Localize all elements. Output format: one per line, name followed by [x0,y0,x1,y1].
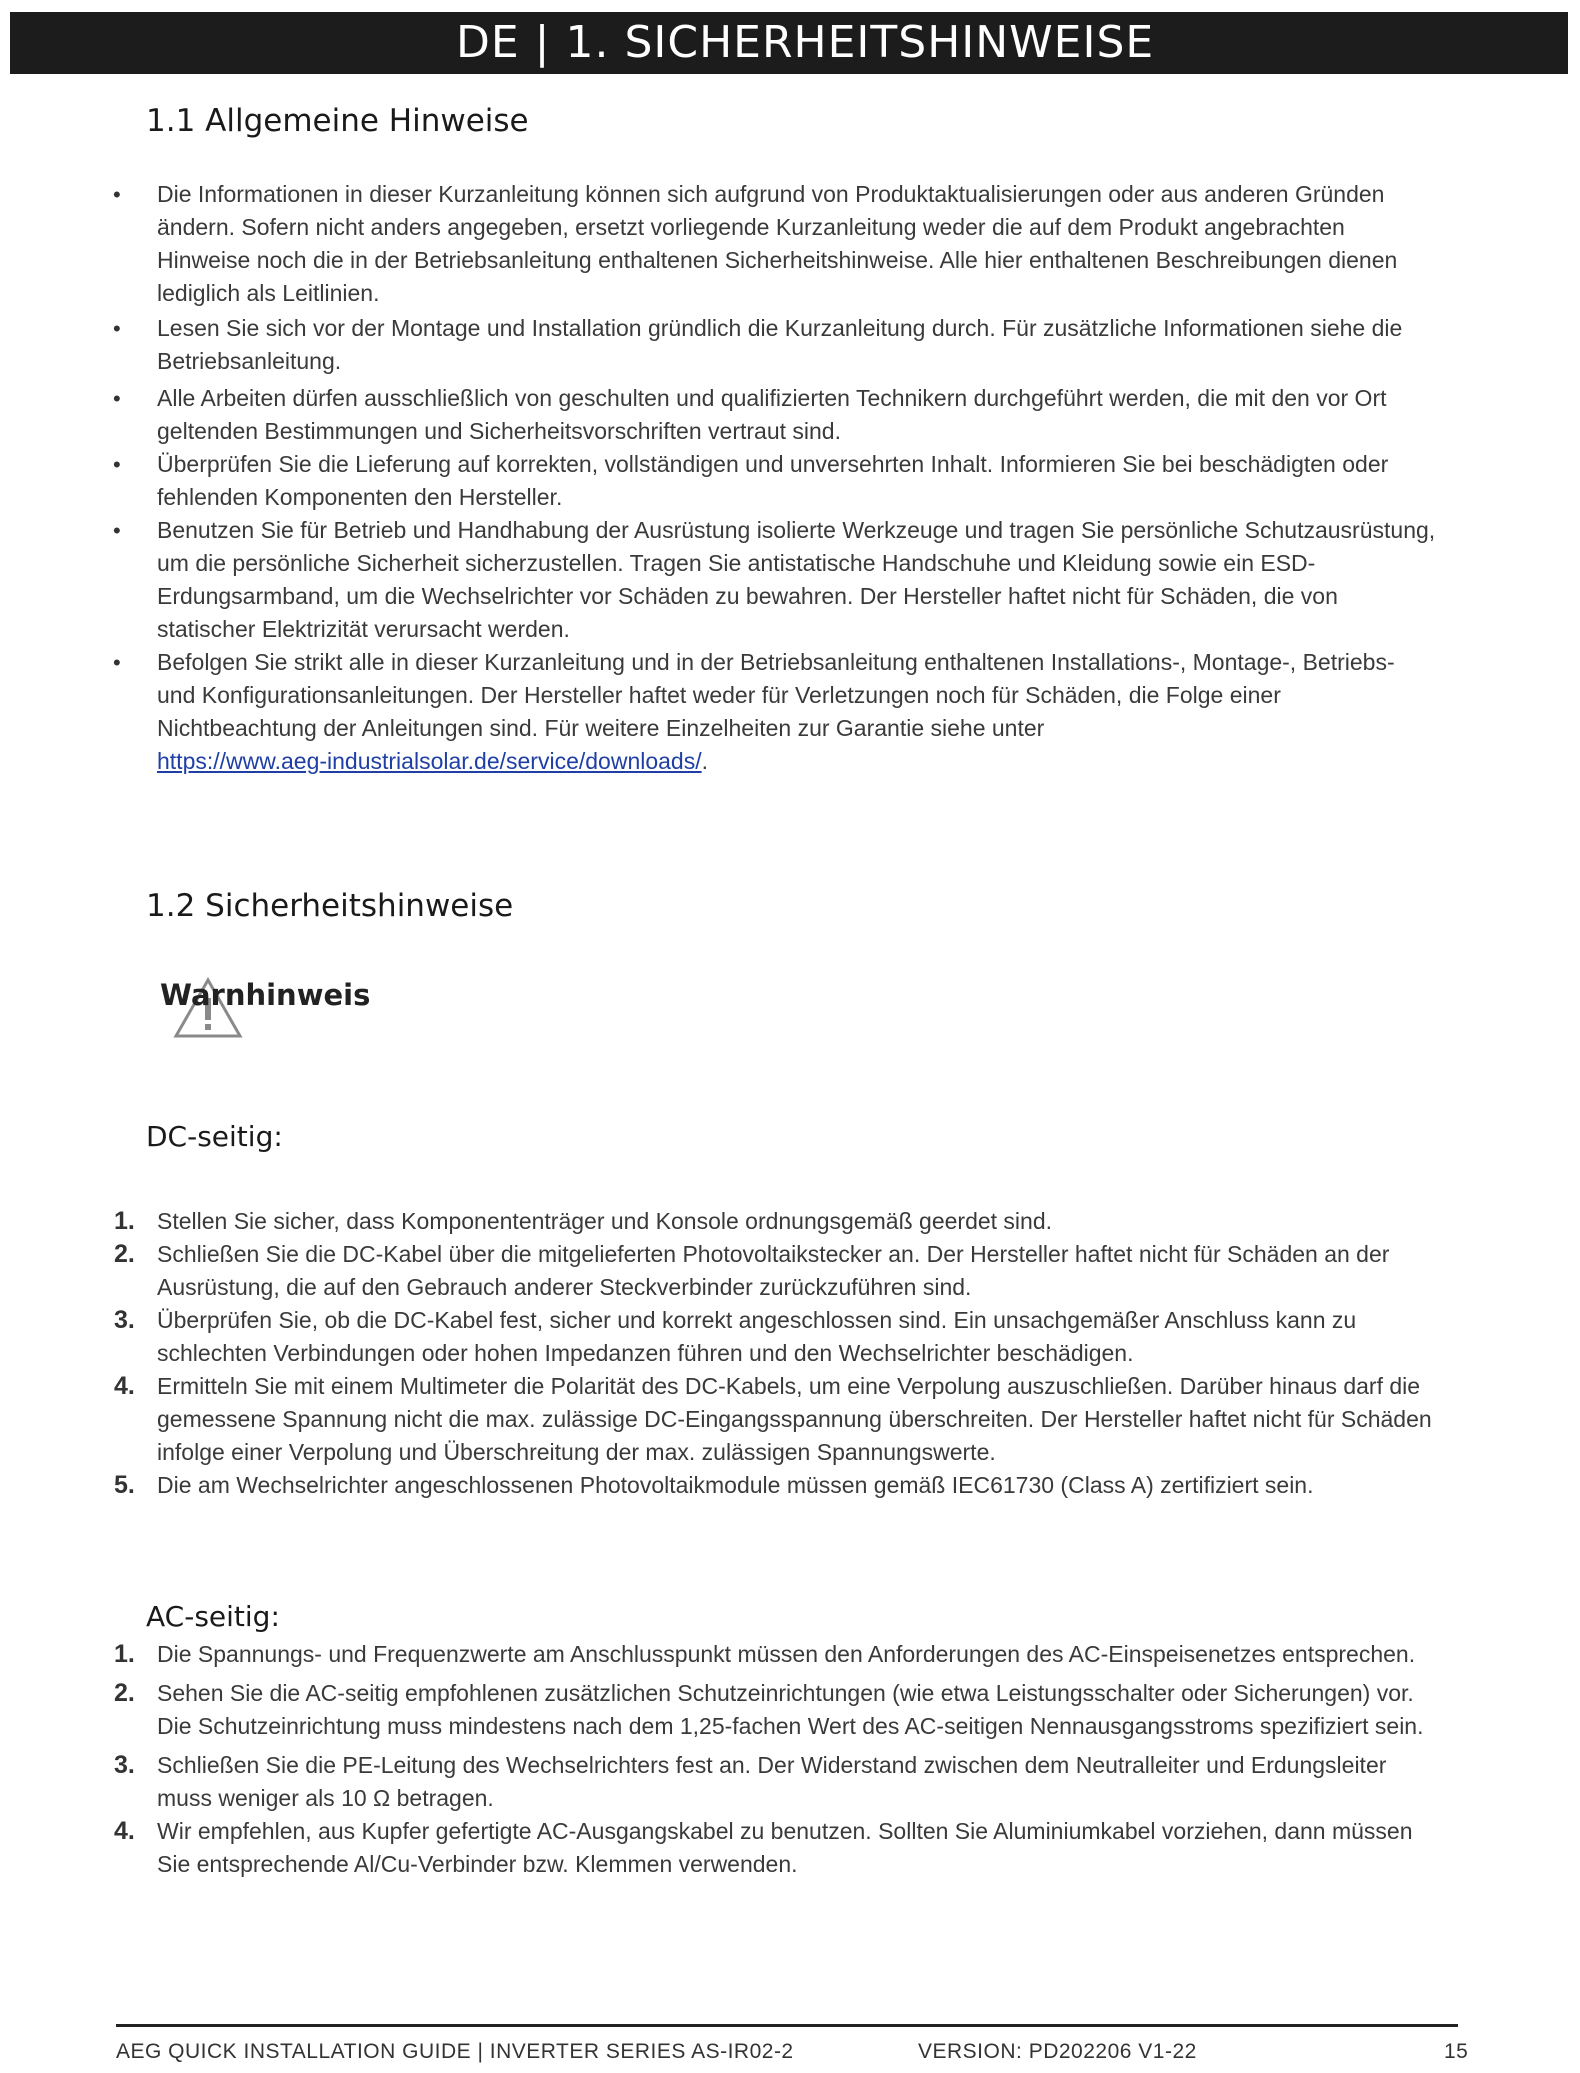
list-item: 2. Schließen Sie die DC-Kabel über die mitgelieferten Photovoltaikstecker an. Der Hersteller haftet nicht für Schäden an der Ausrüstung, die auf den Gebrauch anderer Steckverbinder zurückzuführen sind. [114,1240,1390,1300]
bullet-icon: • [113,316,121,341]
page-title: DE | 1. SICHERHEITSHINWEISE [456,17,1155,68]
general-notes-list [0,178,1437,778]
list-item: 4. Ermitteln Sie mit einem Multimeter die Polarität des DC-Kabels, um eine Verpolung auszuschließen. Darüber hinaus darf die gemessene Spannung nicht die max. zulässige DC-Eingangsspannung überschreiten. Der Hersteller haftet nicht für Schäden infolge einer Verpolung und Überschreitung der max. zulässigen Spannungswerte. [114,1372,1432,1465]
section-heading-ac: AC-seitig: [146,1600,280,1633]
list-item: • Lesen Sie sich vor der Montage und Installation gründlich die Kurzanleitung durch. Für zusätzliche Informationen siehe die Betriebsanleitung. [0,312,1437,378]
bullet-icon: • [113,518,121,543]
bullet-icon: • [113,452,121,477]
page-number: 15 [1444,2040,1469,2063]
list-item: • Benutzen Sie für Betrieb und Handhabung der Ausrüstung isolierte Werkzeuge und tragen Sie persönliche Schutzausrüstung, um die persönliche Sicherheit sicherzustellen. Tragen Sie antistatische Handschuhe und Kleidung sowie ein ESD-Erdungsarmband, um die Wechselrichter vor Schäden zu bewahren. Der Hersteller haftet nicht für Schäden, die von statischer Elektrizität verursacht werden. [0,514,1437,646]
list-item: 3. Schließen Sie die PE-Leitung des Wechselrichters fest an. Der Widerstand zwischen dem Neutralleiter und Erdungsleiter muss weniger als 10 Ω betragen. [114,1751,1387,1811]
list-item: 5. Die am Wechselrichter angeschlossenen Photovoltaikmodule müssen gemäß IEC61730 (Class A) zertifiziert sein. [114,1471,1314,1499]
list-item: 1. Die Spannungs- und Frequenzwerte am Anschlusspunkt müssen den Anforderungen des AC-Einspeisenetzes entsprechen. [114,1640,1416,1668]
list-item: 2. Sehen Sie die AC-seitig empfohlenen zusätzlichen Schutzeinrichtungen (wie etwa Leistungsschalter oder Sicherungen) vor. Die Schutzeinrichtung muss mindestens nach dem 1,25-fachen Wert des AC-seitigen Nennausgangsstroms spezifiziert sein. [114,1679,1424,1739]
footer-guide-title: AEG QUICK INSTALLATION GUIDE | INVERTER SERIES AS-IR02-2 [116,2040,794,2063]
list-item: • Befolgen Sie strikt alle in dieser Kurzanleitung und in der Betriebsanleitung enthaltenen Installations-, Montage-, Betriebs- und Konfigurationsanleitungen. Der Hersteller haftet weder für Verletzungen noch für Schäden, die Folge einer Nichtbeachtung der Anleitungen sind. Für weitere Einzelheiten zur Garantie siehe unter https://www.aeg-industrialsolar.de/service/downloads/. [0,646,1437,778]
bullet-icon: • [113,182,121,207]
bullet-icon: • [113,386,121,411]
list-item: • Alle Arbeiten dürfen ausschließlich von geschulten und qualifizierten Technikern durchgeführt werden, die mit den vor Ort geltenden Bestimmungen und Sicherheitsvorschriften vertraut sind. [0,382,1437,448]
section-heading-dc: DC-seitig: [146,1120,283,1153]
footer-version: VERSION: PD202206 V1-22 [918,2040,1197,2063]
list-item: 4. Wir empfehlen, aus Kupfer gefertigte AC-Ausgangskabel zu benutzen. Sollten Sie Aluminiumkabel vorziehen, dann müssen Sie entsprechende Al/Cu-Verbinder bzw. Klemmen verwenden. [114,1817,1413,1877]
section-heading-safety: 1.2 Sicherheitshinweise [146,888,514,924]
warning-block [160,966,390,1046]
list-item: • Überprüfen Sie die Lieferung auf korrekten, vollständigen und unversehrten Inhalt. Informieren Sie bei beschädigten oder fehlenden Komponenten den Hersteller. [0,448,1437,514]
dc-instructions-list [0,1205,1437,1502]
bullet-icon: • [113,650,121,675]
header-bar [10,12,1568,74]
ac-instructions-list [0,1638,1437,1881]
footer-divider [116,2024,1458,2027]
list-item: • Die Informationen in dieser Kurzanleitung können sich aufgrund von Produktaktualisierungen oder aus anderen Gründen ändern. Sofern nicht anders angegeben, ersetzt vorliegende Kurzanleitung weder die auf dem Produkt angebrachten Hinweise noch die in der Betriebsanleitung enthaltenen Sicherheitshinweise. Alle hier enthaltenen Beschreibungen dienen lediglich als Leitlinien. [0,178,1437,310]
section-heading-general: 1.1 Allgemeine Hinweise [146,103,529,139]
downloads-link[interactable]: https://www.aeg-industrialsolar.de/service/downloads/ [157,748,702,774]
warning-label: Warnhinweis [160,978,371,1012]
list-item: 1. Stellen Sie sicher, dass Komponententräger und Konsole ordnungsgemäß geerdet sind. [114,1207,1053,1235]
list-item: 3. Überprüfen Sie, ob die DC-Kabel fest, sicher und korrekt angeschlossen sind. Ein unsachgemäßer Anschluss kann zu schlechten Verbindungen oder hohen Impedanzen führen und den Wechselrichter beschädigen. [114,1306,1357,1366]
